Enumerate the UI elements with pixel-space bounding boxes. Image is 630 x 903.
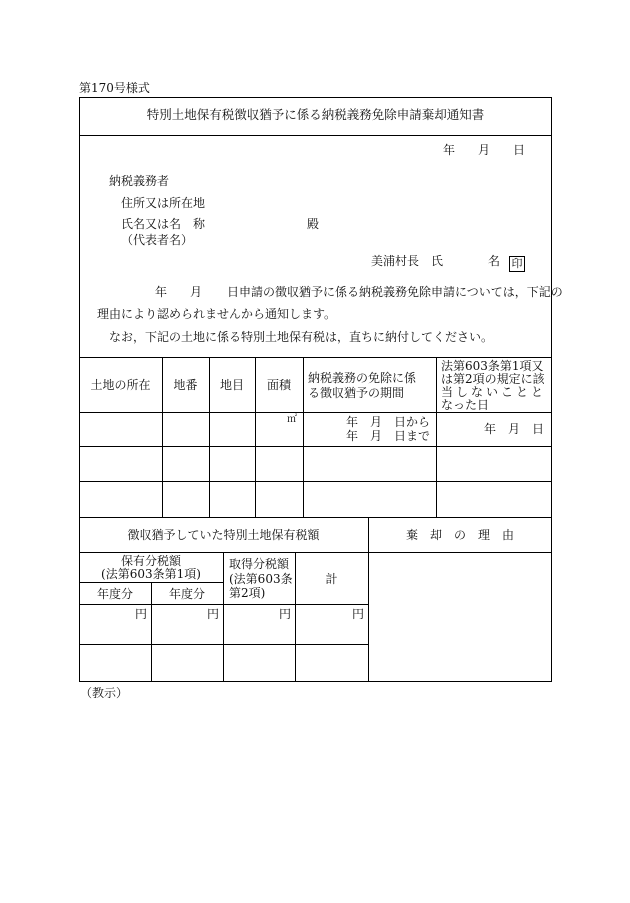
instruction-note: （教示）	[80, 686, 129, 700]
reason-header: 棄 却 の 理 由	[405, 528, 514, 542]
body-month: 月	[190, 285, 203, 299]
article-date: 年 月 日	[484, 422, 545, 436]
seal-mark	[509, 252, 525, 272]
area-unit: ㎡	[287, 414, 297, 425]
holding-l1: 保有分税額	[120, 554, 181, 568]
acquisition-l2: (法第603条	[229, 572, 293, 586]
date-month: 月	[478, 143, 491, 157]
form-title: 特別土地保有税徴収猶予に係る納税義務免除申請棄却通知書	[146, 107, 485, 122]
body-line2: 理由により認められませんから通知します。	[97, 307, 337, 321]
header-article-l4: なった日	[441, 398, 490, 412]
seal-text: 印	[509, 256, 525, 272]
form-number: 第170号様式	[79, 81, 150, 95]
honorific: 殿	[307, 217, 320, 231]
body-line1: 日申請の徴収猶予に係る納税義務免除申請については，下記の	[227, 285, 563, 299]
header-exemption-l1: 納税義務の免除に係	[308, 371, 417, 385]
acquisition-l1: 取得分税額	[229, 557, 290, 571]
header-article-l3: 当しないことと	[441, 385, 547, 399]
fiscal-year-col1: 年度分	[96, 587, 133, 601]
taxpayer-heading: 納税義務者	[109, 174, 170, 188]
land-table-bottom	[79, 517, 552, 518]
period-from: 年 月 日から	[346, 415, 431, 429]
land-col-divider	[436, 357, 437, 517]
header-area: 面積	[266, 378, 291, 392]
yen-unit: 円	[352, 607, 365, 621]
header-location: 土地の所在	[90, 378, 151, 392]
body-year: 年	[155, 285, 168, 299]
fiscal-year-col2: 年度分	[168, 587, 205, 601]
date-day: 日	[513, 143, 526, 157]
tax-table-header: 徴収猶予していた特別土地保有税額	[127, 528, 320, 542]
period-to: 年 月 日まで	[346, 429, 431, 443]
tax-header-bottom	[79, 552, 552, 553]
name-label: 氏名又は名 称	[121, 217, 206, 231]
land-table-top	[79, 357, 552, 358]
tax-col-divider	[223, 552, 224, 682]
header-exemption-l2: る徴収猶予の期間	[308, 386, 405, 400]
header-article-l2: は第2項の規定に該	[441, 372, 545, 386]
land-row2-bottom	[79, 481, 552, 482]
title-divider	[79, 135, 552, 136]
holding-l2: (法第603条第1項)	[101, 567, 201, 581]
acquisition-l3: 第2項)	[229, 586, 266, 600]
issuer-name-suffix: 名	[488, 254, 501, 268]
representative-label: （代表者名）	[121, 233, 194, 247]
issuer-label: 美浦村長 氏	[371, 254, 444, 268]
total-header: 計	[325, 572, 338, 586]
date-year: 年	[443, 143, 456, 157]
header-article-l1: 法第603条第1項又	[441, 359, 544, 373]
body-line3: なお，下記の土地に係る特別土地保有税は，直ちに納付してください。	[109, 330, 494, 344]
land-col-divider	[303, 357, 304, 517]
land-row1-bottom	[79, 446, 552, 447]
header-lot: 地番	[173, 378, 198, 392]
yen-unit: 円	[279, 607, 292, 621]
address-label: 住所又は所在地	[121, 196, 206, 210]
yen-unit: 円	[207, 607, 220, 621]
land-header-bottom	[79, 412, 552, 413]
yen-unit: 円	[135, 607, 148, 621]
header-category: 地目	[219, 378, 244, 392]
